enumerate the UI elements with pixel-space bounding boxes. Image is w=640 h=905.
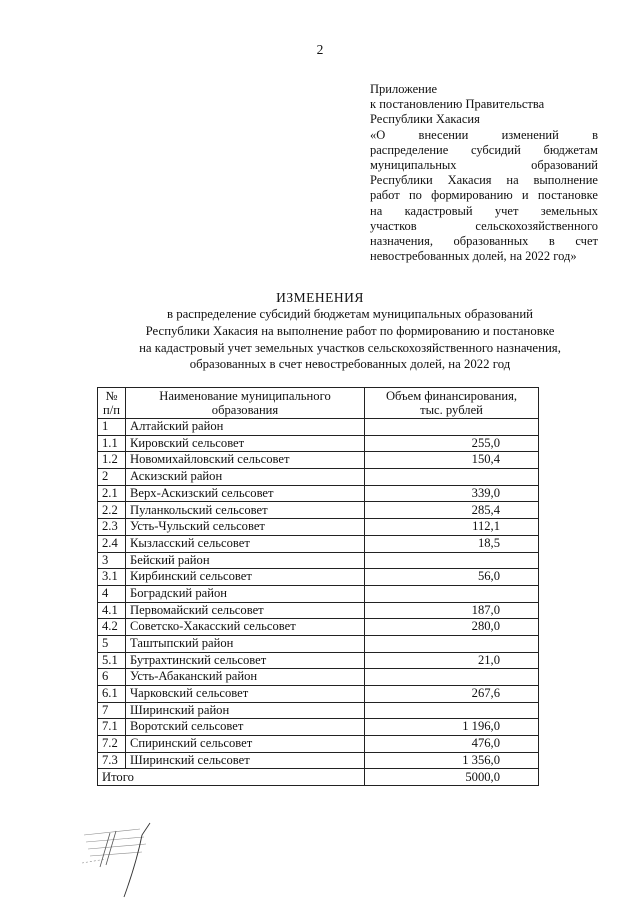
row-name: Советско-Хакасский сельсовет bbox=[126, 619, 365, 636]
appendix-line: невостребованных долей, на 2022 год» bbox=[370, 249, 577, 264]
row-name: Ширинский сельсовет bbox=[126, 752, 365, 769]
header-amount-line: Объем финансирования, bbox=[385, 389, 518, 403]
row-name: Воротский сельсовет bbox=[126, 719, 365, 736]
appendix-line: на кадастровый учет земельных bbox=[370, 203, 598, 218]
signature-stamp-image bbox=[80, 815, 200, 900]
appendix-line: Республики Хакасия на выполнение bbox=[370, 173, 598, 188]
row-name: Ширинский район bbox=[126, 702, 365, 719]
row-num: 6.1 bbox=[98, 686, 126, 703]
row-name: Таштыпский район bbox=[126, 635, 365, 652]
row-name: Алтайский район bbox=[126, 419, 365, 436]
row-num: 2.3 bbox=[98, 519, 126, 536]
table-header-row bbox=[98, 388, 539, 419]
appendix-line: работ по формированию и постановке bbox=[370, 188, 598, 203]
appendix-line: назначения, образованных в счет bbox=[370, 234, 598, 249]
total-row bbox=[98, 769, 539, 786]
row-amount: 1 356,0 bbox=[365, 752, 539, 769]
row-num: 4 bbox=[98, 585, 126, 602]
subheading-line: Республики Хакасия на выполнение работ по формированию и постановке bbox=[145, 323, 555, 338]
row-amount bbox=[365, 469, 539, 486]
table-row bbox=[98, 752, 539, 769]
appendix-line: Приложение bbox=[370, 82, 438, 96]
row-name: Первомайский сельсовет bbox=[126, 602, 365, 619]
table-row bbox=[98, 719, 539, 736]
appendix-line: распределение субсидий бюджетам bbox=[370, 142, 598, 157]
appendix-block bbox=[370, 82, 598, 264]
row-name: Чарковский сельсовет bbox=[126, 686, 365, 703]
row-num: 4.1 bbox=[98, 602, 126, 619]
header-num-line: № bbox=[105, 389, 118, 403]
appendix-line: участков сельскохозяйственного bbox=[370, 218, 598, 233]
row-amount: 21,0 bbox=[365, 652, 539, 669]
row-amount: 280,0 bbox=[365, 619, 539, 636]
table-row bbox=[98, 585, 539, 602]
header-name-line: образования bbox=[211, 403, 279, 417]
row-name: Боградский район bbox=[126, 585, 365, 602]
row-amount: 476,0 bbox=[365, 736, 539, 753]
row-num: 1.2 bbox=[98, 452, 126, 469]
appendix-line: к постановлению Правительства bbox=[370, 97, 545, 112]
table-row bbox=[98, 686, 539, 703]
header-num bbox=[98, 388, 126, 419]
row-amount bbox=[365, 635, 539, 652]
row-amount: 267,6 bbox=[365, 686, 539, 703]
table-row bbox=[98, 435, 539, 452]
appendix-line: Республики Хакасия bbox=[370, 112, 480, 127]
row-amount: 1 196,0 bbox=[365, 719, 539, 736]
document-heading: ИЗМЕНЕНИЯ bbox=[276, 290, 364, 305]
row-name: Кирбинский сельсовет bbox=[126, 569, 365, 586]
row-amount: 18,5 bbox=[365, 535, 539, 552]
table-row bbox=[98, 485, 539, 502]
header-amount-line: тыс. рублей bbox=[420, 403, 483, 417]
row-name: Бутрахтинский сельсовет bbox=[126, 652, 365, 669]
row-name: Кировский сельсовет bbox=[126, 435, 365, 452]
subheading-line: образованных в счет невостребованных долей, на 2022 год bbox=[189, 357, 511, 372]
row-name: Спиринский сельсовет bbox=[126, 736, 365, 753]
row-name: Усть-Чульский сельсовет bbox=[126, 519, 365, 536]
table-row bbox=[98, 535, 539, 552]
table-row bbox=[98, 452, 539, 469]
table-row bbox=[98, 702, 539, 719]
table-row bbox=[98, 419, 539, 436]
table-row bbox=[98, 552, 539, 569]
row-amount bbox=[365, 552, 539, 569]
header-name bbox=[126, 388, 365, 419]
row-amount: 150,4 bbox=[365, 452, 539, 469]
row-num: 3.1 bbox=[98, 569, 126, 586]
appendix-line: муниципальных образований bbox=[370, 158, 598, 173]
table-row bbox=[98, 736, 539, 753]
row-num: 6 bbox=[98, 669, 126, 686]
row-name: Новомихайловский сельсовет bbox=[126, 452, 365, 469]
row-name: Верх-Аскизский сельсовет bbox=[126, 485, 365, 502]
row-num: 1.1 bbox=[98, 435, 126, 452]
row-name: Усть-Абаканский район bbox=[126, 669, 365, 686]
row-amount: 56,0 bbox=[365, 569, 539, 586]
row-num: 1 bbox=[98, 419, 126, 436]
row-num: 2.4 bbox=[98, 535, 126, 552]
page-number: 2 bbox=[316, 42, 324, 57]
row-amount bbox=[365, 585, 539, 602]
row-amount: 339,0 bbox=[365, 485, 539, 502]
row-name: Аскизский район bbox=[126, 469, 365, 486]
total-amount: 5000,0 bbox=[365, 769, 539, 786]
row-amount bbox=[365, 419, 539, 436]
row-amount: 285,4 bbox=[365, 502, 539, 519]
row-num: 2.2 bbox=[98, 502, 126, 519]
row-num: 2 bbox=[98, 469, 126, 486]
table-body bbox=[98, 419, 539, 769]
row-amount: 255,0 bbox=[365, 435, 539, 452]
document-subheading bbox=[60, 306, 640, 373]
subsidy-table bbox=[97, 387, 539, 786]
row-amount: 112,1 bbox=[365, 519, 539, 536]
table-row bbox=[98, 469, 539, 486]
row-num: 7.2 bbox=[98, 736, 126, 753]
table-row bbox=[98, 619, 539, 636]
row-name: Пуланкольский сельсовет bbox=[126, 502, 365, 519]
table-row bbox=[98, 669, 539, 686]
row-num: 7.1 bbox=[98, 719, 126, 736]
total-label: Итого bbox=[98, 769, 365, 786]
subheading-line: на кадастровый учет земельных участков сельскохозяйственного назначения, bbox=[139, 340, 561, 355]
row-num: 5.1 bbox=[98, 652, 126, 669]
row-num: 7.3 bbox=[98, 752, 126, 769]
row-amount: 187,0 bbox=[365, 602, 539, 619]
table-row bbox=[98, 502, 539, 519]
header-amount bbox=[365, 388, 539, 419]
table-row bbox=[98, 652, 539, 669]
table-row bbox=[98, 569, 539, 586]
row-name: Бейский район bbox=[126, 552, 365, 569]
row-amount bbox=[365, 669, 539, 686]
table-row bbox=[98, 602, 539, 619]
row-num: 5 bbox=[98, 635, 126, 652]
appendix-line: «О внесении изменений в bbox=[370, 127, 598, 142]
row-num: 2.1 bbox=[98, 485, 126, 502]
row-name: Кызласский сельсовет bbox=[126, 535, 365, 552]
row-amount bbox=[365, 702, 539, 719]
table-row bbox=[98, 519, 539, 536]
header-num-line: п/п bbox=[103, 403, 120, 417]
header-name-line: Наименование муниципального bbox=[159, 389, 331, 403]
table-row bbox=[98, 635, 539, 652]
row-num: 3 bbox=[98, 552, 126, 569]
row-num: 7 bbox=[98, 702, 126, 719]
subheading-line: в распределение субсидий бюджетам муниципальных образований bbox=[166, 307, 534, 321]
row-num: 4.2 bbox=[98, 619, 126, 636]
